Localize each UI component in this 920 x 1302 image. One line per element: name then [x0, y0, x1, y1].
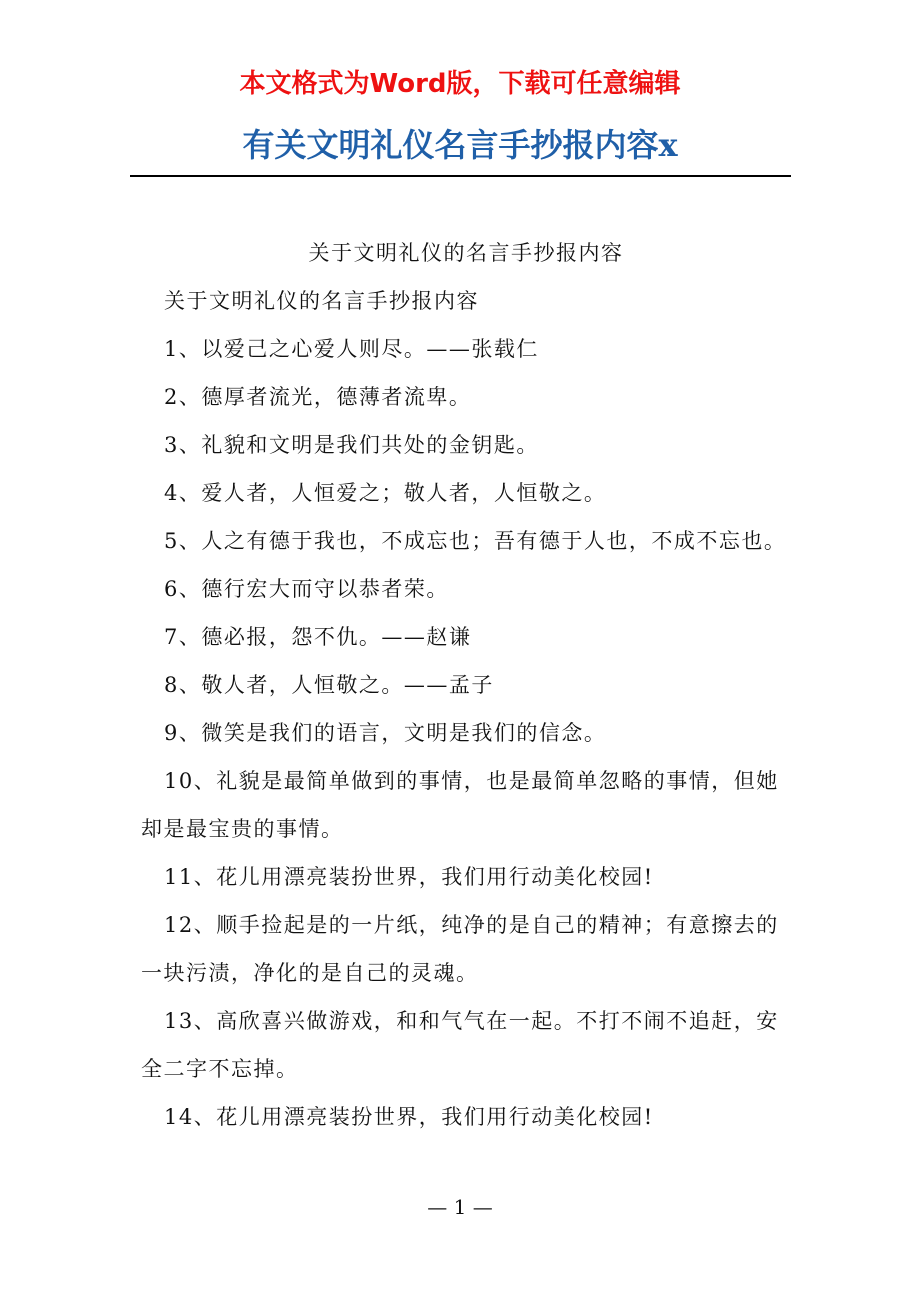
page-number: — 1 — [427, 1195, 493, 1219]
format-notice: 本文格式为Word版，下载可任意编辑 [239, 69, 681, 99]
paragraph: 9、微笑是我们的语言，文明是我们的信念。 [164, 721, 607, 745]
document-body [141, 229, 791, 1141]
paragraph: 关于文明礼仪的名言手抄报内容 [164, 289, 479, 313]
title-divider [130, 175, 791, 177]
section-heading: 关于文明礼仪的名言手抄报内容 [308, 241, 624, 265]
paragraph: 6、德行宏大而守以恭者荣。 [164, 577, 449, 601]
paragraph: 1、以爱己之心爱人则尽。——张载仁 [164, 337, 539, 361]
paragraph: 10、礼貌是最简单做到的事情，也是最简单忽略的事情，但她却是最宝贵的事情。 [141, 769, 779, 841]
document-title: 有关文明礼仪名言手抄报内容x [242, 126, 678, 164]
paragraph: 14、花儿用漂亮装扮世界，我们用行动美化校园! [164, 1105, 654, 1129]
paragraph: 11、花儿用漂亮装扮世界，我们用行动美化校园! [164, 865, 654, 889]
paragraph: 2、德厚者流光，德薄者流卑。 [164, 385, 472, 409]
paragraph: 13、高欣喜兴做游戏，和和气气在一起。不打不闹不追赶，安全二字不忘掉。 [141, 1009, 779, 1081]
paragraph: 4、爱人者，人恒爱之；敬人者，人恒敬之。 [164, 481, 607, 505]
paragraph: 12、顺手捡起是的一片纸，纯净的是自己的精神；有意擦去的一块污渍，净化的是自己的灵魂。 [141, 913, 779, 985]
paragraph: 7、德必报，怨不仇。——赵谦 [164, 625, 472, 649]
paragraph: 5、人之有德于我也，不成忘也；吾有德于人也，不成不忘也。 [164, 529, 787, 553]
paragraph: 3、礼貌和文明是我们共处的金钥匙。 [164, 433, 539, 457]
paragraph: 8、敬人者，人恒敬之。——孟子 [164, 673, 494, 697]
